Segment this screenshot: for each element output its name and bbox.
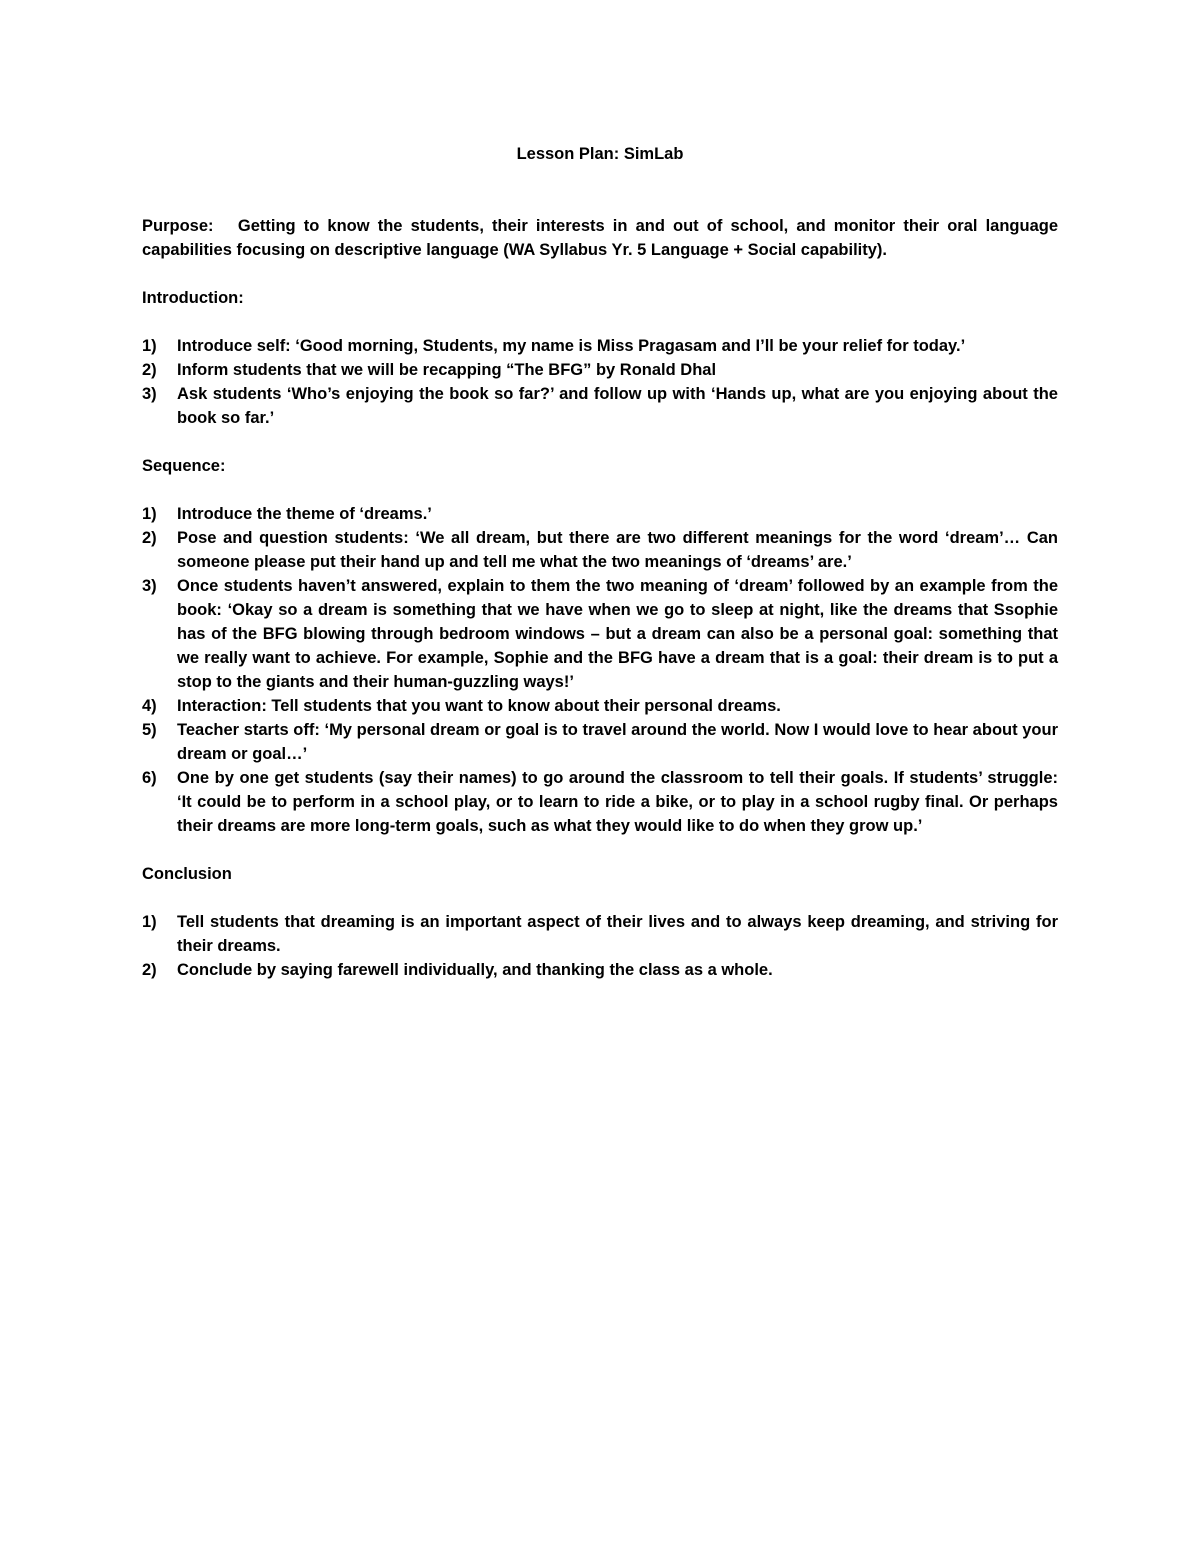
- list-text: Inform students that we will be recapping “The BFG” by Ronald Dhal: [177, 361, 717, 379]
- list-number: 1): [142, 913, 157, 931]
- list-text: Ask students ‘Who’s enjoying the book so far?’ and follow up with ‘Hands up, what are you enjoying about the book so far.’: [177, 385, 1058, 427]
- list-text: Introduce the theme of ‘dreams.’: [177, 505, 432, 523]
- list-number: 3): [142, 385, 157, 403]
- list-text: Teacher starts off: ‘My personal dream or goal is to travel around the world. Now I would love to hear about your dream or goal…’: [177, 721, 1058, 763]
- list-number: 6): [142, 769, 157, 787]
- list-number: 3): [142, 577, 157, 595]
- list-item: [142, 958, 1058, 982]
- list-text: Pose and question students: ‘We all dream, but there are two different meanings for the word ‘dream’… Can someone please put their hand up and tell me what the two meanings of ‘dreams’ are.’: [177, 529, 1058, 571]
- list-text: Conclude by saying farewell individually, and thanking the class as a whole.: [177, 961, 773, 979]
- list-text: Interaction: Tell students that you want to know about their personal dreams.: [177, 697, 781, 715]
- list-number: 2): [142, 961, 157, 979]
- document-title: Lesson Plan: SimLab: [516, 145, 684, 163]
- list-item: [142, 358, 1058, 382]
- purpose-label: Purpose:: [142, 217, 214, 235]
- list-number: 4): [142, 697, 157, 715]
- list-text: Introduce self: ‘Good morning, Students, my name is Miss Pragasam and I’ll be your relief for today.’: [177, 337, 966, 355]
- conclusion-heading: Conclusion: [142, 865, 232, 883]
- list-text: One by one get students (say their names) to go around the classroom to tell their goals. If students’ struggle: ‘It could be to perform in a school play, or to learn to ride a bike, or to play in a school rugby final. Or perhaps their dreams are more long-term goals, such as what they would like to do when they grow up.’: [177, 769, 1058, 835]
- list-item: [142, 694, 1058, 718]
- list-item: [142, 502, 1058, 526]
- list-number: 2): [142, 361, 157, 379]
- purpose-text: Getting to know the students, their interests in and out of school, and monitor their oral language capabilities focusing on descriptive language (WA Syllabus Yr. 5 Language + Social capability).: [142, 217, 1058, 259]
- list-number: 1): [142, 505, 157, 523]
- introduction-list: [142, 334, 1058, 430]
- conclusion-list: [142, 910, 1058, 982]
- sequence-heading: Sequence:: [142, 457, 226, 475]
- sequence-list: [142, 502, 1058, 838]
- introduction-heading: Introduction:: [142, 289, 244, 307]
- document-page: [142, 142, 1058, 1006]
- list-item: [142, 718, 1058, 766]
- list-item: [142, 766, 1058, 838]
- list-number: 5): [142, 721, 157, 739]
- list-item: [142, 382, 1058, 430]
- list-item: [142, 526, 1058, 574]
- list-item: [142, 334, 1058, 358]
- list-text: Once students haven’t answered, explain to them the two meaning of ‘dream’ followed by an example from the book: ‘Okay so a dream is something that we have when we go to sleep at night, like the dreams that Ssophie has of the BFG blowing through bedroom windows – but a dream can also be a personal goal: something that we really want to achieve. For example, Sophie and the BFG have a dream that is a goal: their dream is to put a stop to the giants and their human-guzzling ways!’: [177, 577, 1058, 691]
- list-number: 2): [142, 529, 157, 547]
- list-text: Tell students that dreaming is an important aspect of their lives and to always keep dreaming, and striving for their dreams.: [177, 913, 1058, 955]
- list-item: [142, 574, 1058, 694]
- purpose-paragraph: [142, 214, 1058, 262]
- list-number: 1): [142, 337, 157, 355]
- list-item: [142, 910, 1058, 958]
